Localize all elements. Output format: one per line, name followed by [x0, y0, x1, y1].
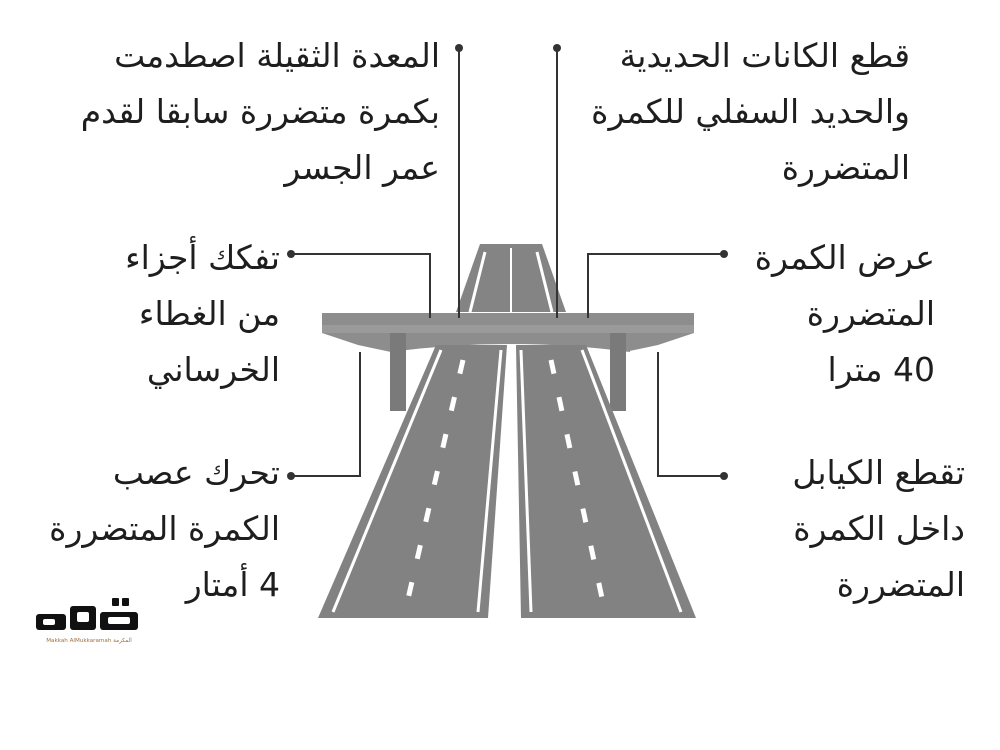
callout-cables — [720, 445, 965, 613]
callout-steel-rods — [530, 28, 910, 196]
callout-line: الكمرة المتضررة — [49, 509, 280, 548]
callout-line: 4 أمتار — [185, 565, 280, 604]
bridge-beam — [322, 325, 694, 333]
callout-line: تفكك أجزاء — [125, 238, 280, 277]
callout-line: المتضررة — [836, 565, 965, 604]
left-pillar — [390, 333, 406, 411]
callout-line: والحديد السفلي للكمرة — [591, 92, 910, 131]
callout-line: تقطع الكيابل — [792, 453, 965, 492]
dot-concrete-cover — [287, 250, 295, 258]
callout-concrete-cover — [60, 230, 280, 398]
callout-line: الخرساني — [146, 350, 280, 389]
callout-line: قطع الكانات الحديدية — [619, 36, 910, 75]
logo-subtitle: Makkah AlMukkaramah المكرمة — [46, 638, 132, 644]
callout-line: المتضررة — [806, 294, 935, 333]
makkah-logo — [32, 592, 147, 648]
leader-tendon — [291, 352, 360, 476]
leader-cables — [658, 352, 724, 476]
callout-beam-width — [720, 230, 935, 398]
dot-heavy-equipment — [455, 44, 463, 52]
callout-tendon-movement — [40, 445, 280, 613]
callout-line: عمر الجسر — [284, 148, 440, 187]
callout-line: المعدة الثقيلة اصطدمت — [114, 36, 440, 75]
callout-line: 40 مترا — [827, 350, 935, 389]
callout-line: المتضررة — [781, 148, 910, 187]
callout-heavy-equipment — [40, 28, 440, 196]
callout-line: من الغطاء — [138, 294, 280, 333]
bridge-deck — [322, 313, 694, 325]
leader-beam-width — [588, 254, 724, 318]
dot-tendon — [287, 472, 295, 480]
bridge-arch — [390, 333, 630, 352]
callout-line: عرض الكمرة — [754, 238, 935, 277]
leader-concrete-cover — [291, 254, 430, 318]
callout-line: بكمرة متضررة سابقا لقدم — [80, 92, 440, 131]
right-pillar — [610, 333, 626, 411]
callout-line: تحرك عصب — [112, 453, 280, 492]
callout-line: داخل الكمرة — [793, 509, 965, 548]
